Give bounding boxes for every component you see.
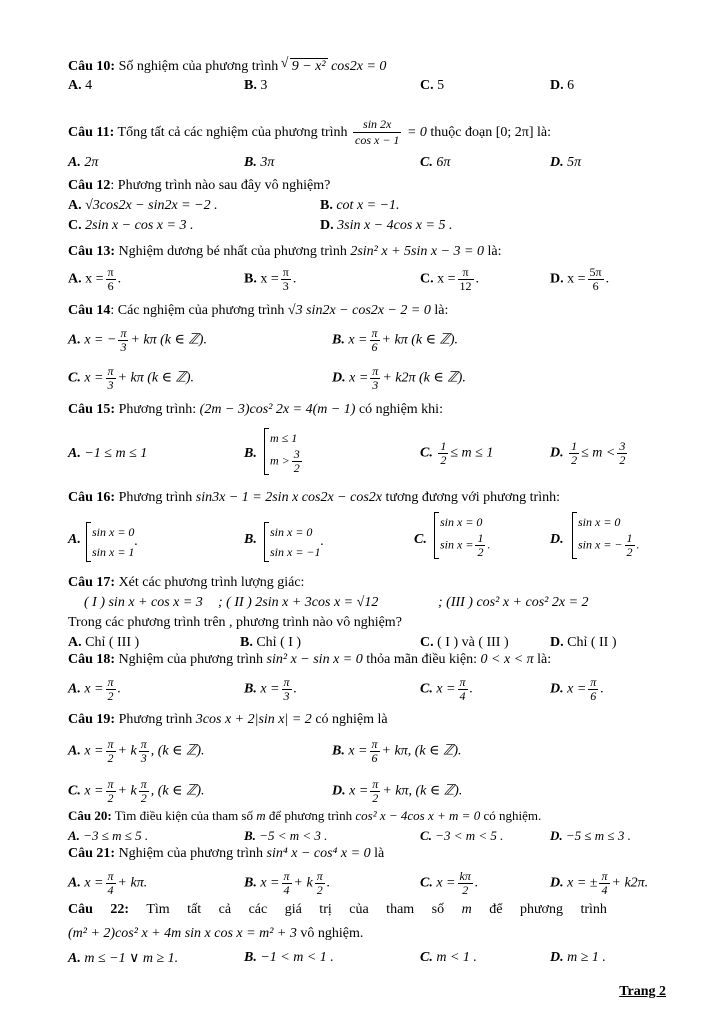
- question-17: Câu 17: Xét các phương trình lượng giác: ( I ) sin x + cos x = 3 ; ( II ) 2sin x + 3cos x = √12 ; (III ) cos² x + cos² 2x = 2 Trong các phương trình trên , phương trình nào vô nghiệm? A. Chỉ ( III ) B. Chỉ ( I ) C. ( I ) và ( III ) D. Chỉ ( II ): [68, 575, 617, 650]
- question-20: Câu 20: Tìm điều kiện của tham số m để phương trình cos² x − 4cos x + m = 0 có nghiệm. A. −3 ≤ m ≤ 5 . B. −5 < m < 3 . C. −3 < m < 5 . D. −5 ≤ m ≤ 3 .: [68, 808, 631, 843]
- question-10: Câu 10: Số nghiệm của phương trình √ 9 − x² cos2x = 0 A. 4 B. 3 C. 5 D. 6: [68, 58, 668, 98]
- question-21: Câu 21: Nghiệm của phương trình sin⁴ x − cos⁴ x = 0 là A. x = $\frac{\pi}{4}$ + kπ. B. x = $\frac{\pi}{4}$ + k $\frac{\pi}{2}$ . C. x = $\frac{k\pi}{2}$ . D. x = ± $\frac{\pi}{4}$ + k2π.: [68, 846, 649, 897]
- page-number: Trang 2: [619, 984, 666, 999]
- question-label: Câu 10:: [68, 59, 116, 74]
- question-13: Câu 13: Nghiệm dương bé nhất của phương trình 2sin² x + 5sin x − 3 = 0 là: A. x = $\frac{\pi}{6}$ . B. x = $\frac{\pi}{3}$ . C. x = $\frac{\pi}{12}$ . D. x = $\frac{5\pi}{6}$ .: [68, 244, 610, 293]
- question-14: Câu 14: Các nghiệm của phương trình √3 sin2x − cos2x − 2 = 0 là: A. x = − $\frac{\pi}{3}$ + kπ (k ∈ ℤ). B. x = $\frac{\pi}{6}$ + kπ (k ∈ ℤ). C. x = $\frac{\pi}{3}$ + kπ (k ∈ ℤ). D. x = $\frac{\pi}{3}$ + k2π (k ∈ ℤ).: [68, 303, 466, 392]
- question-11: Câu 11: Tổng tất cả các nghiệm của phương trình $\frac{\sin 2x}{\text{cos x − 1}}$ = 0 thuộc đoạn [0; 2π] là: A. 2π B. 3π C. 6π D. 5π: [68, 115, 668, 175]
- question-15: Câu 15: Phương trình: (2m − 3)cos² 2x = 4(m − 1) có nghiệm khi: A. −1 ≤ m ≤ 1 B. m ≤ 1 m > $\frac{3}{2}$ C. $\frac{1}{2}$ ≤ m ≤ 1 D. $\frac{1}{2}$ ≤ m < $\frac{3}{2}$: [68, 402, 626, 475]
- question-12: Câu 12: Phương trình nào sau đây vô nghiệm? A. √3cos2x − sin2x = −2 . B. cot x = −1. C. 2sin x − cos x = 3 . D. 3sin x − 4cos x = 5 .: [68, 178, 453, 233]
- question-22: Câu 22: Tìm tất cả các giá trị của tham số m để phương trình (m² + 2)cos² x + 4m sin x cos x = m² + 3 vô nghiệm. A. m ≤ −1 ∨ m ≥ 1. B. −1 < m < 1 . C. m < 1 . D. m ≥ 1 .: [68, 902, 607, 966]
- question-18: Câu 18: Nghiệm của phương trình sin² x − sin x = 0 thỏa mãn điều kiện: 0 < x < π là: A. x = $\frac{\pi}{2}$ . B. x = $\frac{\pi}{3}$ . C. x = $\frac{\pi}{4}$ . D. x = $\frac{\pi}{6}$ .: [68, 652, 604, 703]
- question-19: Câu 19: Phương trình 3cos x + 2|sin x| = 2 có nghiệm là A. x = $\frac{\pi}{2}$ + k $\frac{\pi}{3}$ , (k ∈ ℤ). B. x = $\frac{\pi}{6}$ + kπ, (k ∈ ℤ). C. x = $\frac{\pi}{2}$ + k $\frac{\pi}{2}$ , (k ∈ ℤ). D. x = $\frac{\pi}{2}$ + kπ, (k ∈ ℤ).: [68, 712, 463, 805]
- options: A. 4 B. 3 C. 5 D. 6: [68, 78, 575, 93]
- options: A. 2π B. 3π C. 6π D. 5π: [68, 155, 582, 170]
- question-16: Câu 16: Phương trình sin3x − 1 = 2sin x cos2x − cos2x tương đương với phương trình: A. sin x = 0 sin x = 1 . B. sin x = 0 sin x = −1 . C. sin x = 0 sin x = $\frac{1}{2}$ . D. sin x = 0 sin x = − $\frac{1}{2}$ .: [68, 490, 668, 572]
